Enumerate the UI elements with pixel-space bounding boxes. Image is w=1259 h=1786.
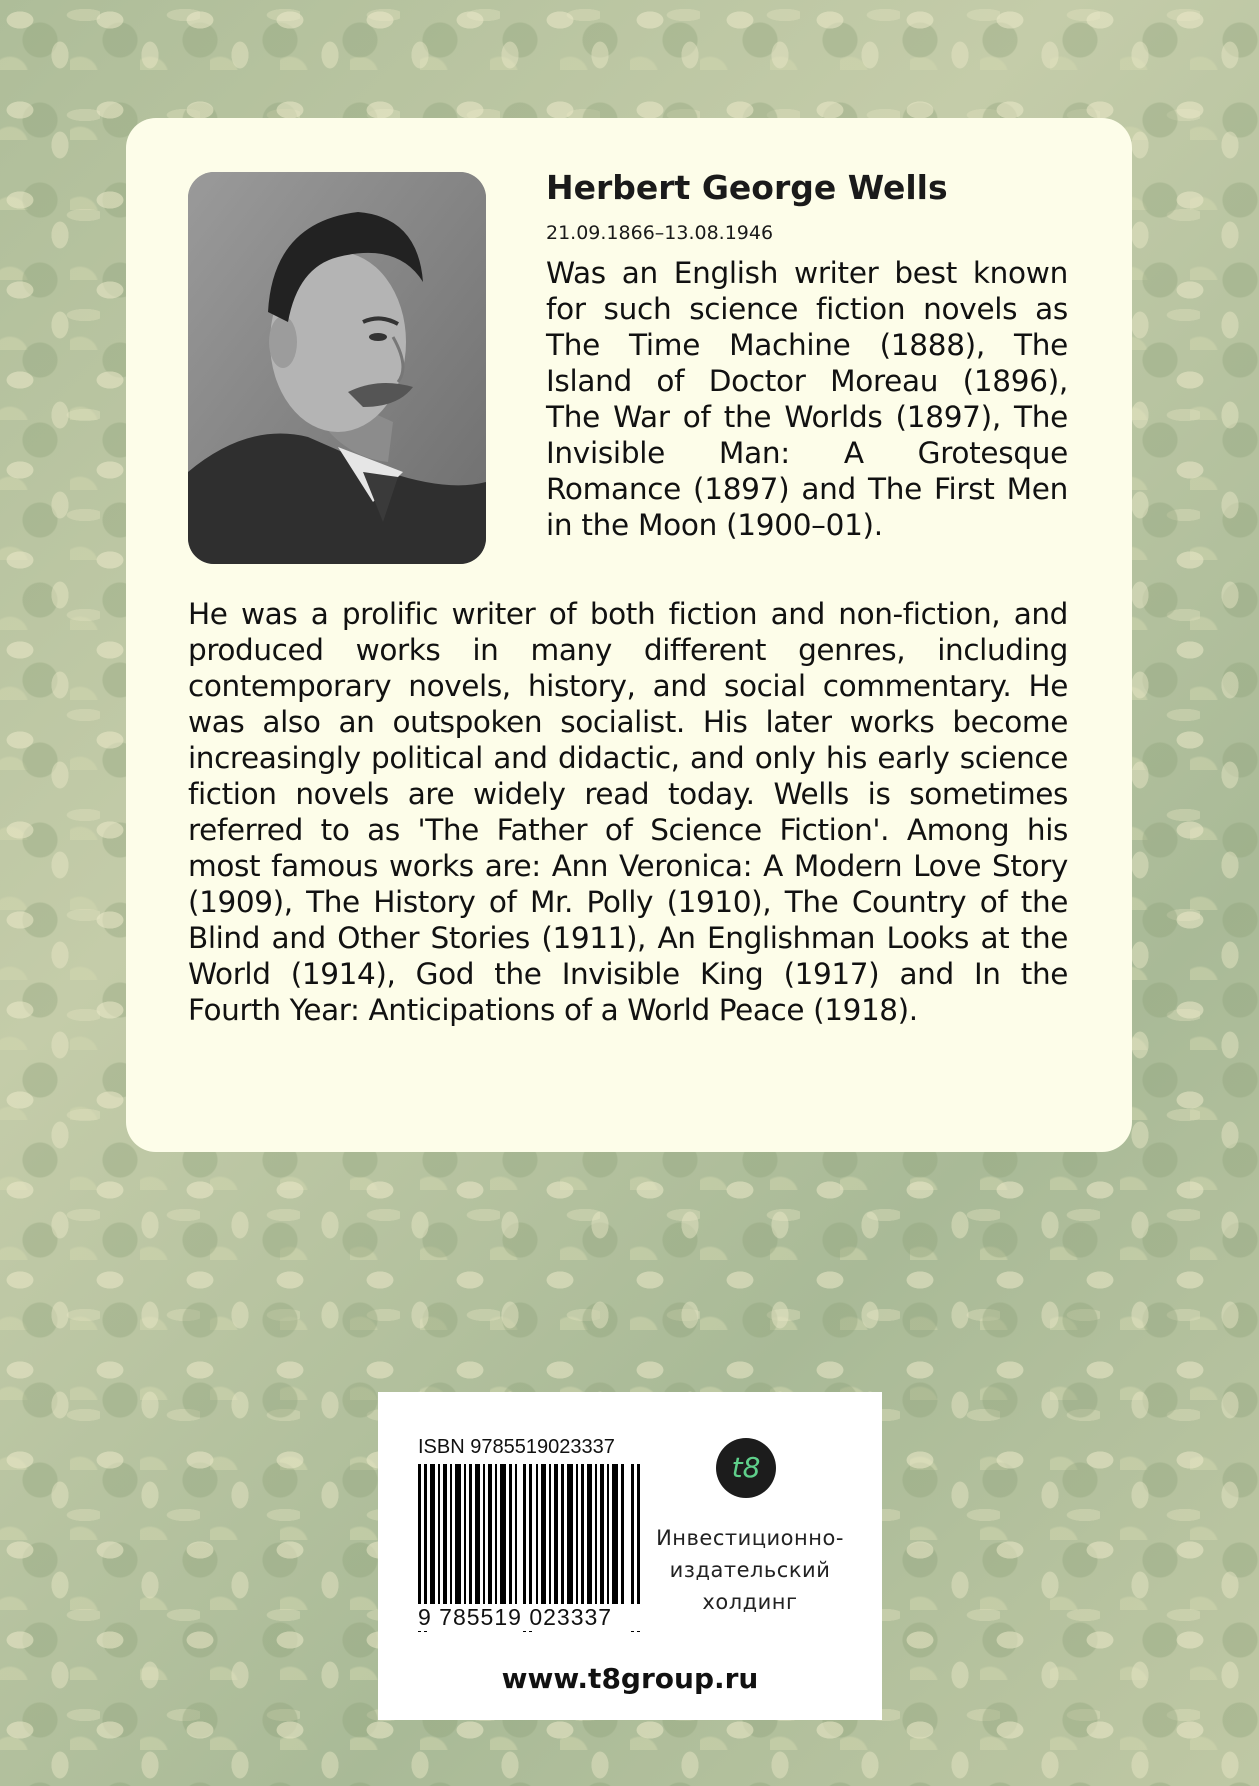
barcode-panel xyxy=(378,1392,882,1720)
publisher-description: Инвестиционно-издательский холдинг xyxy=(656,1526,844,1614)
author-name: Herbert George Wells xyxy=(546,168,948,207)
author-intro-paragraph: Was an English writer best known for such science fiction novels as The Time Machine (1888), The Island of Doctor Moreau (1896), The War of the Worlds (1897), The Invisible Man: A Grotesque Romance (1897) and The First Men in the Moon (1900–01). xyxy=(546,256,1068,542)
isbn-label: ISBN 9785519023337 xyxy=(418,1436,615,1458)
author-bio-paragraph: He was a prolific writer of both fiction and non-fiction, and produced works in many different genres, including contemporary novels, history, and social commentary. He was also an outspoken socialist. His later works become increasingly political and didactic, and only his early science fiction novels are widely read today. Wells is sometimes referred to as 'The Father of Science Fiction'. Among his most famous works are: Ann Veronica: A Modern Love Story (1909), The History of Mr. Polly (1910), The Country of the Blind and Other Stories (1911), An Englishman Looks at the World (1914), God the Invisible King (1917) and In the Fourth Year: Anticipations of a World Peace (1918). xyxy=(188,597,1068,1027)
t8-logo-icon: t8 xyxy=(716,1438,776,1498)
author-life-dates: 21.09.1866–13.08.1946 xyxy=(546,222,774,244)
author-card xyxy=(126,118,1132,1152)
author-portrait xyxy=(188,172,486,564)
publisher-url[interactable]: www.t8group.ru xyxy=(501,1662,759,1695)
isbn-digits: 9 785519 023337 xyxy=(418,1604,640,1631)
